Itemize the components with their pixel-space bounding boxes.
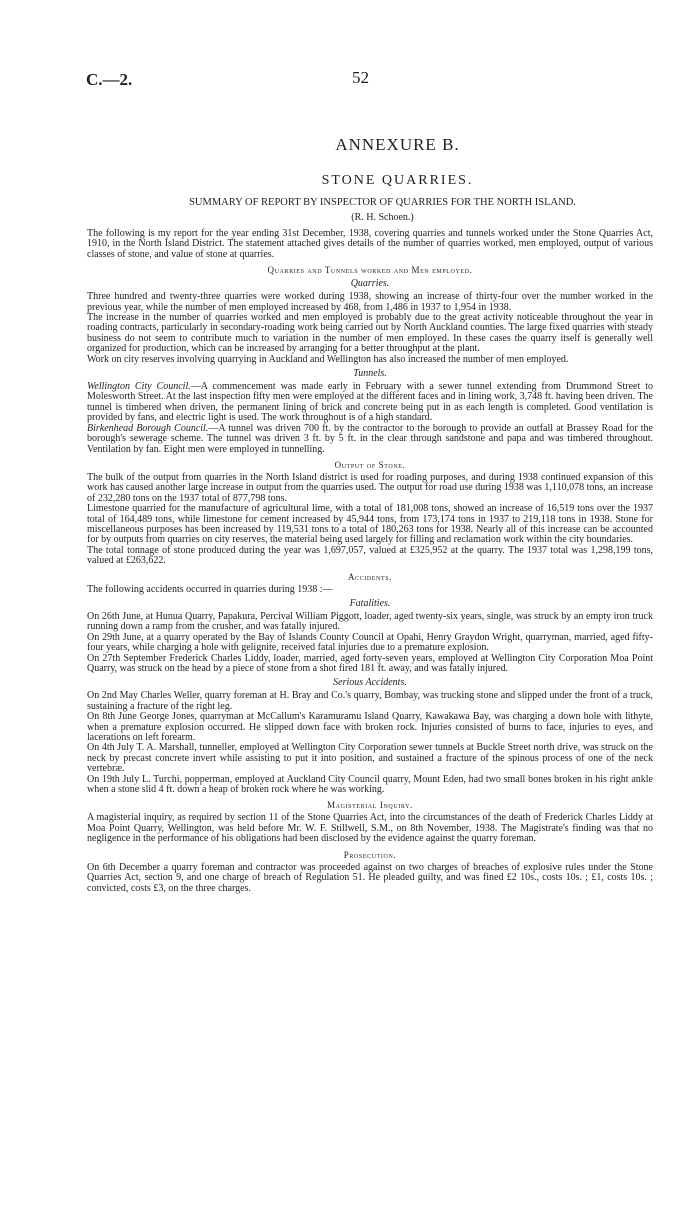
prosecution-paragraph: On 6th December a quarry foreman and contractor was proceeded against on two charges of breaches of explosive rules under the Stone Quarries Act, section 9, and one charge of breach of Regulation 51. He pleaded guilty, and was fined £2 10s., costs 10s. ; £1, costs 10s. ; convicted, costs £3, on the three charges. (87, 861, 653, 894)
inquiry-paragraph: A magisterial inquiry, as required by section 11 of the Stone Quarries Act, into the circumstances of the death of Frederick Charles Liddy at Moa Point Quarry, Wellington, was held before Mr. W. F. Stillwell, S.M., on 8th November, 1938. The Magistrate's finding was that no negligence in the performance of his obligations had been disclosed by the evidence against the quarry foreman. (87, 812, 653, 845)
annex-title: ANNEXURE B. (335, 135, 460, 154)
output-paragraph-1: The bulk of the output from quarries in the North Island district is used for roading purposes, and during 1938 continued expansion of this work has caused another large increase in output from the quarries used. The output for road use during 1938 was 1,110,078 tons, an increase of 232,280 tons on the 1937 total of 877,798 tons. (87, 471, 653, 504)
subheading-quarries: Quarries. (350, 278, 390, 290)
serious-accident-4: On 19th July L. Turchi, popperman, employed at Auckland City Council quarry, Mount Eden, had two small bones broken in his right ankle when a stone slid 4 ft. down a heap of broken rock where he was working. (87, 773, 653, 796)
quarries-paragraph-3: Work on city reserves involving quarrying in Auckland and Wellington has also increased the number of men employed. (87, 353, 569, 365)
fatality-1: On 26th June, at Hunua Quarry, Papakura, Percival William Piggott, loader, aged twenty-six years, single, was struck by an empty iron truck running down a ramp from the crusher, and was fatally injured. (87, 610, 653, 633)
output-paragraph-3: The total tonnage of stone produced during the year was 1,697,057, valued at £325,952 at the quarry. The 1937 total was 1,298,199 tons, valued at £263,622. (87, 544, 653, 567)
section-heading-quarries-tunnels: Quarries and Tunnels worked and Men employed. (267, 265, 473, 276)
parliamentary-paper-ref: C.—2. (86, 70, 133, 89)
quarries-paragraph-1: Three hundred and twenty-three quarries were worked during 1938, showing an increase of thirty-four over the number worked in the previous year, while the number of men employed increased by 468, from 1,486 in 1937 to 1,954 in 1938. (87, 291, 653, 313)
quarries-paragraph-2: The increase in the number of quarries worked and men employed is probably due to the great activity noticeable throughout the year in roading contracts, particularly in secondary-roading work being carried out by North Auckland counties. The large fixed quarries with steady business do not seem to contribute much to variation in the number of men employed. In these cases the quarry itself is generally well organized for production, which can be increased by arranging for a better throughput at the plant. (87, 312, 653, 355)
page-header (87, 68, 653, 92)
intro-paragraph: The following is my report for the year ending 31st December, 1938, covering quarries and tunnels worked under the Stone Quarries Act, 1910, in the North Island District. The statement attached gives details of the number of quarries worked, men employed, output of various classes of stone, and value of stone at quarries. (87, 228, 653, 260)
tunnels-p2-lead: Birkenhead Borough Council. (87, 422, 209, 434)
report-author: (R. H. Schoen.) (351, 212, 414, 223)
tunnels-p1-lead: Wellington City Council. (87, 381, 191, 393)
page-number: 52 (352, 68, 369, 87)
subheading-fatalities: Fatalities. (349, 597, 391, 609)
serious-accident-3: On 4th July T. A. Marshall, tunneller, employed at Wellington City Corporation sewer tunnels at Buckle Street north drive, was struck on the neck by precast concrete invert while assisting to put it into position, and sustained a fracture of the spinous process of one of the neck vertebræ. (87, 742, 653, 775)
section-heading-accidents: Accidents. (347, 571, 393, 582)
section-heading-inquiry: Magisterial Inquiry. (327, 800, 413, 811)
main-title: STONE QUARRIES. (321, 173, 474, 188)
serious-accident-2: On 8th June George Jones, quarryman at McCallum's Karamuramu Island Quarry, Kawakawa Bay, was charging a down hole with lithyte, when a premature explosion occurred. He slipped down face with broken rock. Injuries consisted of burns to face, injuries to eyes, and lacerations on left forearm. (87, 711, 653, 744)
serious-accident-1: On 2nd May Charles Weller, quarry foreman at H. Bray and Co.'s quarry, Bombay, was trucking stone and slipped under the front of a truck, sustaining a fracture of the right leg. (87, 690, 653, 712)
accidents-intro: The following accidents occurred in quarries during 1938 :— (87, 583, 333, 595)
tunnels-paragraph-2 (87, 424, 653, 455)
document-page (87, 68, 653, 894)
report-subtitle: SUMMARY OF REPORT BY INSPECTOR OF QUARRIES FOR THE NORTH ISLAND. (189, 197, 576, 208)
tunnels-p2-text: —A tunnel was driven 700 ft. by the contractor to the borough to provide an outfall at Brassey Road for the borough's sewerage scheme. The tunnel was driven 3 ft. by 5 ft. in the clear through sandstone and papa and was timbered throughout. Ventilation by fan. Eight men were employed in tunnelling. (87, 422, 653, 455)
tunnels-paragraph-1 (87, 382, 653, 424)
subheading-serious-accidents: Serious Accidents. (333, 677, 407, 689)
subheading-tunnels: Tunnels. (353, 368, 387, 380)
section-heading-prosecution: Prosecution. (343, 849, 397, 860)
fatality-3: On 27th September Frederick Charles Liddy, loader, married, aged forty-seven years, employed at Wellington City Corporation Moa Point Quarry, was struck on the head by a piece of stone from a shot fired 181 ft. away, and was fatally injured. (87, 652, 653, 674)
fatality-2: On 29th June, at a quarry operated by the Bay of Islands County Council at Opahi, Henry Graydon Wright, quarryman, married, aged fifty-four years, while charging a hole with gelignite, received fatal injuries due to a premature explosion. (87, 631, 653, 654)
output-paragraph-2: Limestone quarried for the manufacture of agricultural lime, with a total of 181,008 tons, showed an increase of 16,519 tons over the 1937 total of 164,489 tons, while limestone for cement increased by 45,944 tons, from 173,174 tons in 1937 to 219,118 tons in 1938. Stone for miscellaneous purposes has been increased by 119,531 tons to a total of 180,263 tons for 1938. Nearly all of this increase can be accounted for by outputs from quarries on city reserves, the material being used largely for filling and reclamation work within the city boundaries. (87, 503, 653, 546)
tunnels-p1-text: —A commencement was made early in February with a sewer tunnel extending from Drummond Street to Molesworth Street. At the last inspection fifty men were employed at the different faces and in lining work, 3,748 ft. having been driven. The tunnel is timbered when driven, the permanent lining of brick and concrete being put in as each length is completed. Good ventilation is provided by fans, and electric light is used. The work throughout is of a high standard. (87, 381, 653, 424)
section-heading-output: Output of Stone. (334, 459, 406, 470)
